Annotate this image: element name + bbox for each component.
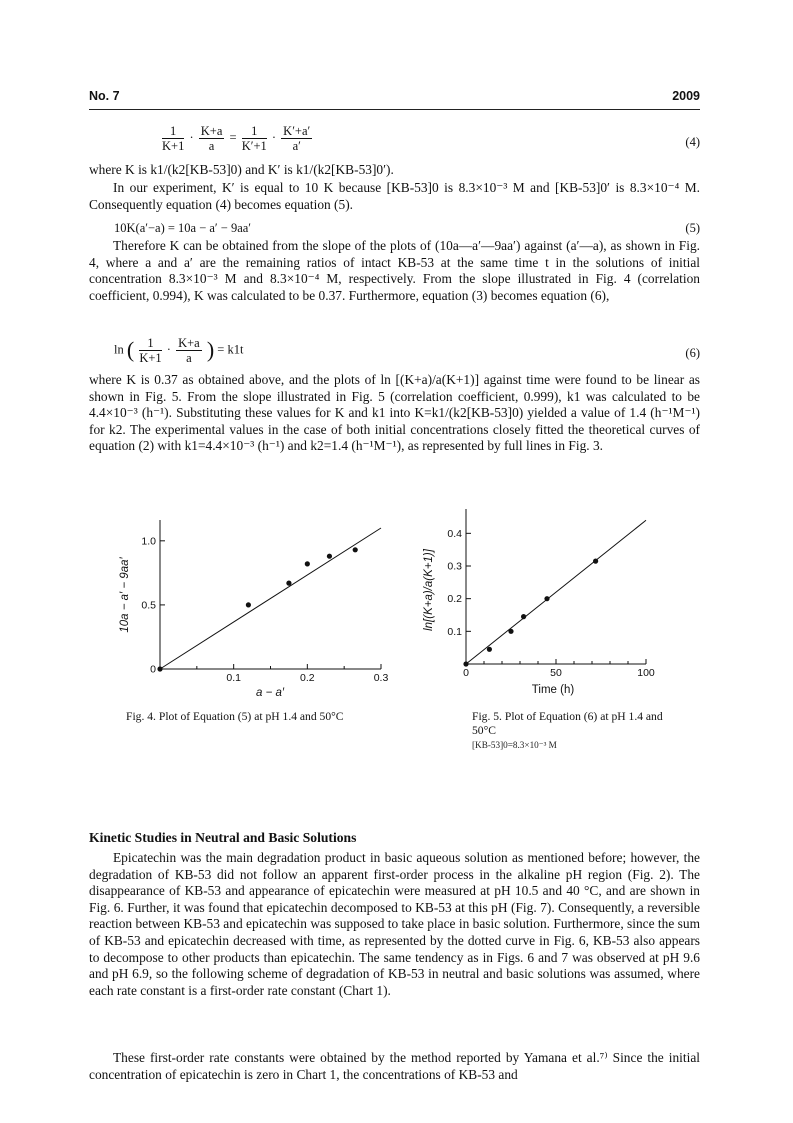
fig5-note: [KB-53]0=8.3×10⁻³ M — [472, 740, 557, 750]
section-heading: Kinetic Studies in Neutral and Basic Solutions — [89, 830, 357, 845]
fig5-x-tick-label: 0 — [463, 667, 469, 679]
fig5-data-point — [544, 596, 549, 601]
fig4-data-point — [353, 547, 358, 552]
equation-4-number: (4) — [685, 135, 700, 149]
paragraph-4: where K is 0.37 as obtained above, and the plots of ln [(K+a)/a(K+1)] against time were found to be linear as shown in Fig. 5. From the slope illustrated in Fig. 5 (correlation coefficient, 0.999), k1 was calculated to be 4.4×10⁻³ (h⁻¹). Substituting these values for K and k1 into K=k1/(k2[KB-53]0) yielded a value of 1.4 (h⁻¹M⁻¹) for k2. The experimental values in the case of both initial concentrations closely fitted the theoretical curves of equation (2) with k1=4.4×10⁻³ (h⁻¹) and k2=1.4 (h⁻¹M⁻¹), as represented by full lines in Fig. 3. — [89, 372, 700, 454]
paragraph-3: Therefore K can be obtained from the slope of the plots of (10a—a′—9aa′) against (a′—a), as shown in Fig. 4, where a and a′ are the remaining ratios of intact KB-53 at the same time t in the solutions of initial concentration 8.3×10⁻³ M and 8.3×10⁻⁴ M, respectively. From the slope illustrated in Fig. 4 (correlation coefficient, 0.994), K was calculated to be 0.37. Furthermore, equation (3) becomes equation (6), — [89, 238, 700, 303]
fig5-label: Fig. 5. — [472, 710, 502, 723]
fig4-x-tick-label: 0.3 — [373, 672, 389, 684]
fig5-plot — [410, 495, 710, 710]
fig4-x-axis-label: a − a′ — [255, 687, 285, 699]
eq6-frac-1: $\frac{1}{K+1}$ — [139, 336, 162, 365]
equation-5-number: (5) — [685, 221, 700, 235]
fig5-data-point — [593, 559, 598, 564]
paragraph-2: In our experiment, K′ is equal to 10 K because [KB-53]0 is 8.3×10⁻³ M and [KB-53]0′ is 8.3×10⁻⁴ M. Consequently equation (4) becomes equation (5). — [89, 180, 700, 212]
fig4-data-point — [305, 561, 310, 566]
fig5-data-point — [521, 614, 526, 619]
fig4-fit-line — [160, 528, 381, 669]
equation-4: $\frac{1}{K+1}$ · $\frac{K+a}{a}$ = $\frac{1}{K'+1}$ · $\frac{K'+a'}{a'}$ — [162, 124, 311, 153]
eq4-frac-1: $\frac{1}{K+1}$ — [162, 124, 185, 153]
page-header — [89, 88, 700, 110]
fig5-y-tick-label: 0.3 — [447, 560, 462, 573]
paragraph-1: where K is k1/(k2[KB-53]0) and K′ is k1/(k2[KB-53]0′). — [89, 162, 394, 177]
fig4-data-point — [286, 581, 291, 586]
fig5-x-tick-label: 100 — [637, 667, 655, 679]
fig5-y-axis-label: ln[(K+a)/a(K+1)] — [423, 549, 435, 631]
fig4-data-point — [327, 554, 332, 559]
fig5-caption-text: Plot of Equation (6) at pH 1.4 and 50°C — [472, 710, 663, 737]
eq4-frac-4: $\frac{K'+a'}{a'}$ — [283, 124, 311, 153]
fig4-x-tick-label: 0.1 — [226, 672, 241, 684]
fig5-y-tick-label: 0.2 — [447, 593, 462, 606]
equation-6-number: (6) — [685, 346, 700, 360]
paragraph-6: These first-order rate constants were obtained by the method reported by Yamana et al.⁷⁾ Since the initial concentration of epicatechin is zero in Chart 1, the concentrations of KB-53 and — [89, 1050, 700, 1082]
eq4-frac-2: $\frac{K+a}{a}$ — [200, 124, 223, 153]
fig4-y-axis-label: 10a − a′ − 9aa′ — [119, 557, 131, 633]
paragraph-5: Epicatechin was the main degradation product in basic aqueous solution as mentioned before; however, the degradation of KB-53 did not follow an apparent first-order process in the alkaline pH region (Fig. 2). The disappearance of KB-53 and appearance of epicatechin were measured at pH 10.5 and 40 °C, and are shown in Fig. 6. Further, it was found that epicatechin decomposed to KB-53 at this pH (Fig. 7). Consequently, a reversible reaction between KB-53 and epicatechin was supposed to take place in basic solution. Furthermore, since the sum of KB-53 and epicatechin decreased with time, as represented by the dotted curve in Fig. 6, KB-53 also appears to decompose to other products than epicatechin. The same tendency as in Figs. 6 and 7 was observed at pH 9.6 and pH 6.9, so the following scheme of degradation of KB-53 in neutral and basic solutions was assumed, where each rate constant is a first-order rate constant (Chart 1). — [89, 850, 700, 998]
fig5-y-tick-label: 0.1 — [447, 625, 462, 638]
fig4-y-tick-label: 0.5 — [141, 599, 156, 612]
fig4-y-tick-label: 1.0 — [141, 535, 156, 548]
fig5-data-point — [508, 629, 513, 634]
fig5-data-point — [487, 647, 492, 652]
fig4-caption — [126, 710, 396, 724]
fig4-caption-text: Plot of Equation (5) at pH 1.4 and 50°C — [158, 710, 344, 723]
equation-5: 10K(a′−a) = 10a − a′ − 9aa′ — [114, 221, 252, 235]
fig5-origin-point — [463, 661, 468, 666]
header-rule — [89, 109, 700, 110]
fig5-x-tick-label: 50 — [550, 667, 562, 679]
fig4-data-point — [246, 602, 251, 607]
fig5-y-tick-label: 0.4 — [447, 527, 462, 540]
journal-number: No. 7 — [89, 89, 120, 103]
eq6-frac-2: $\frac{K+a}{a}$ — [178, 336, 200, 365]
fig5-caption — [472, 710, 682, 752]
equation-6: ln ( $\frac{1}{K+1}$ · $\frac{K+a}{a}$ ) = k1t — [114, 336, 244, 365]
fig5-x-axis-label: Time (h) — [531, 684, 575, 696]
fig4-plot — [100, 500, 400, 715]
eq4-frac-3: $\frac{1}{K'+1}$ — [241, 124, 267, 153]
page-number: 2009 — [672, 89, 700, 103]
fig4-y-tick-label: 0 — [150, 663, 156, 676]
fig4-x-tick-label: 0.2 — [300, 672, 315, 684]
fig4-origin-point — [157, 666, 162, 671]
fig4-label: Fig. 4. — [126, 710, 156, 723]
fig5-fit-line — [466, 520, 646, 664]
